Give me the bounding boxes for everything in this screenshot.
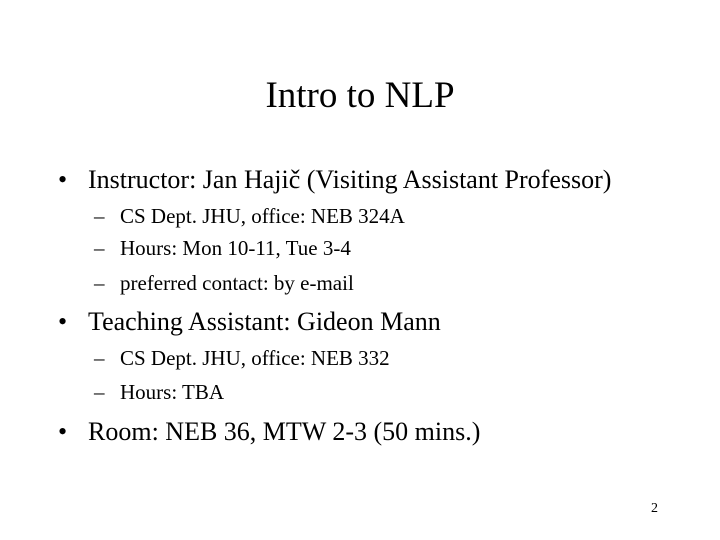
bullet-marker: • (58, 307, 68, 336)
page-number: 2 (651, 501, 658, 516)
bullet-teaching-assistant (58, 306, 441, 338)
dash-marker: – (94, 346, 105, 370)
bullet-marker: • (58, 417, 68, 446)
bullet-instructor (58, 164, 611, 196)
bullet-marker: • (58, 165, 68, 194)
sub-item-instructor-office (94, 202, 405, 230)
slide-title: Intro to NLP (265, 75, 455, 116)
sub-item-text: CS Dept. JHU, office: NEB 332 (120, 346, 390, 370)
sub-item-instructor-contact (94, 269, 354, 297)
sub-item-text: Hours: Mon 10-11, Tue 3-4 (120, 236, 351, 260)
bullet-text: Instructor: Jan Hajič (Visiting Assistant Professor) (88, 165, 612, 194)
sub-item-text: Hours: TBA (120, 380, 225, 404)
bullet-text: Room: NEB 36, MTW 2-3 (50 mins.) (88, 417, 481, 446)
sub-item-instructor-hours (94, 234, 351, 262)
sub-item-text: CS Dept. JHU, office: NEB 324A (120, 204, 405, 228)
bullet-text: Teaching Assistant: Gideon Mann (88, 307, 441, 336)
dash-marker: – (94, 236, 105, 260)
sub-item-ta-hours (94, 378, 224, 406)
dash-marker: – (94, 380, 105, 404)
dash-marker: – (94, 271, 105, 295)
dash-marker: – (94, 204, 105, 228)
sub-item-text: preferred contact: by e-mail (120, 271, 354, 295)
bullet-room (58, 416, 480, 448)
sub-item-ta-office (94, 344, 390, 372)
